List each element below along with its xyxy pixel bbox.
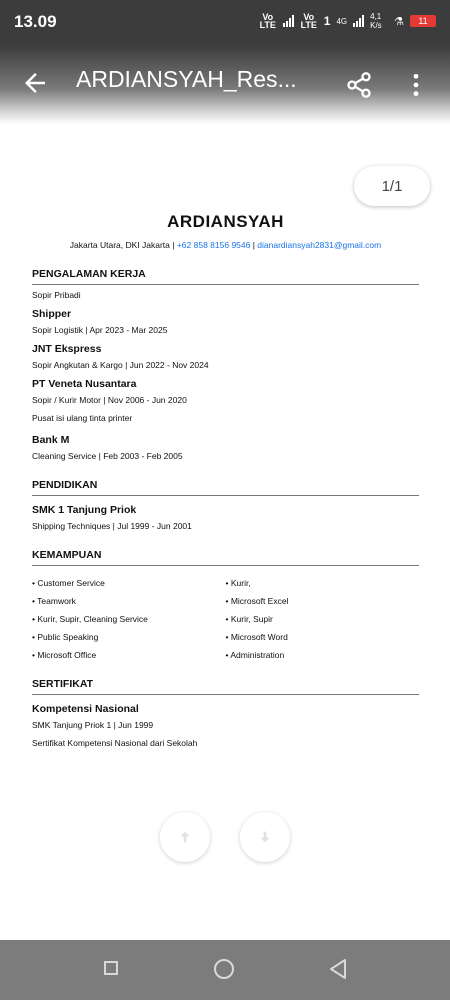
- app-bar: [0, 46, 450, 124]
- arrow-left-icon[interactable]: [20, 68, 50, 98]
- battery-icon: 11: [410, 15, 436, 27]
- speed-label: 4,1 K/s: [370, 12, 382, 30]
- status-icons: [259, 12, 436, 30]
- education-heading: PENDIDIKAN: [32, 479, 419, 496]
- skills-column-left: [32, 570, 226, 660]
- certificate-title: Kompetensi Nasional: [32, 703, 139, 715]
- skill-item: • Teamwork: [32, 596, 76, 606]
- job-detail: Sopir Angkutan & Kargo | Jun 2022 - Nov 2024: [32, 360, 209, 370]
- circle-icon[interactable]: [214, 959, 234, 979]
- contact-separator: |: [250, 240, 258, 250]
- contact-line: [32, 240, 419, 250]
- experience-heading: PENGALAMAN KERJA: [32, 268, 419, 285]
- skills-column-right: [226, 570, 420, 660]
- skill-item: • Microsoft Office: [32, 650, 97, 660]
- document-title: ARDIANSYAH_Res...: [76, 66, 297, 92]
- skill-item: • Public Speaking: [32, 632, 99, 642]
- skill-item: • Microsoft Word: [225, 632, 288, 642]
- resume-document: [32, 210, 419, 748]
- certificate-detail: SMK Tanjung Priok 1 | Jun 1999: [32, 720, 154, 730]
- job-title: Shipper: [32, 308, 72, 320]
- alarm-icon: ⚗: [394, 15, 404, 28]
- skill-item: • Customer Service: [32, 578, 105, 588]
- certificate-note: Sertifikat Kompetensi Nasional dari Sekolah: [32, 738, 198, 748]
- job-detail: Sopir / Kurir Motor | Nov 2006 - Jun 2020: [32, 395, 187, 405]
- skill-item: • Microsoft Excel: [225, 596, 289, 606]
- job-detail: Sopir Logistik | Apr 2023 - Mar 2025: [32, 325, 168, 335]
- scroll-up-button[interactable]: [160, 812, 210, 862]
- page-indicator: 1/1: [354, 166, 430, 206]
- system-nav-bar: [0, 940, 450, 1000]
- volte-sim1-label: Vo LTE: [259, 12, 276, 30]
- education-detail: Shipping Techniques | Jul 1999 - Jun 2001: [32, 521, 192, 531]
- skills-heading: KEMAMPUAN: [32, 549, 419, 566]
- signal-icon: [283, 15, 294, 27]
- resume-name: ARDIANSYAH: [167, 212, 284, 231]
- certificate-heading: SERTIFIKAT: [32, 678, 419, 695]
- skill-item: • Kurir, Supir, Cleaning Service: [32, 614, 148, 624]
- skill-item: • Kurir,: [225, 578, 251, 588]
- network-1-label: 1: [323, 14, 331, 28]
- triangle-back-icon[interactable]: [328, 958, 348, 980]
- contact-location: Jakarta Utara, DKI Jakarta |: [69, 240, 177, 250]
- contact-phone[interactable]: +62 858 8156 9546: [176, 240, 251, 250]
- signal-icon-2: [353, 15, 364, 27]
- skills-list: [32, 570, 419, 660]
- arrow-up-icon: [177, 829, 193, 845]
- scroll-down-button[interactable]: [240, 812, 290, 862]
- more-vert-icon[interactable]: [410, 72, 422, 98]
- volte-sim2-label: Vo LTE: [300, 12, 317, 30]
- status-bar: [0, 0, 450, 46]
- job-detail: Cleaning Service | Feb 2003 - Feb 2005: [32, 451, 183, 461]
- experience-intro: Sopir Pribadi: [32, 290, 81, 300]
- job-title: JNT Ekspress: [32, 343, 102, 355]
- job-note: Pusat isi ulang tinta printer: [32, 413, 133, 423]
- network-type-label: 4G: [336, 16, 348, 26]
- job-title: PT Veneta Nusantara: [32, 378, 137, 390]
- education-title: SMK 1 Tanjung Priok: [32, 504, 137, 516]
- contact-email[interactable]: dianardiansyah2831@gmail.com: [257, 240, 382, 250]
- share-icon[interactable]: [345, 71, 373, 99]
- square-icon[interactable]: [104, 961, 118, 975]
- skill-item: • Administration: [225, 650, 285, 660]
- arrow-down-icon: [257, 829, 273, 845]
- skill-item: • Kurir, Supir: [225, 614, 273, 624]
- job-title: Bank M: [32, 434, 70, 446]
- status-time: 13.09: [14, 12, 57, 31]
